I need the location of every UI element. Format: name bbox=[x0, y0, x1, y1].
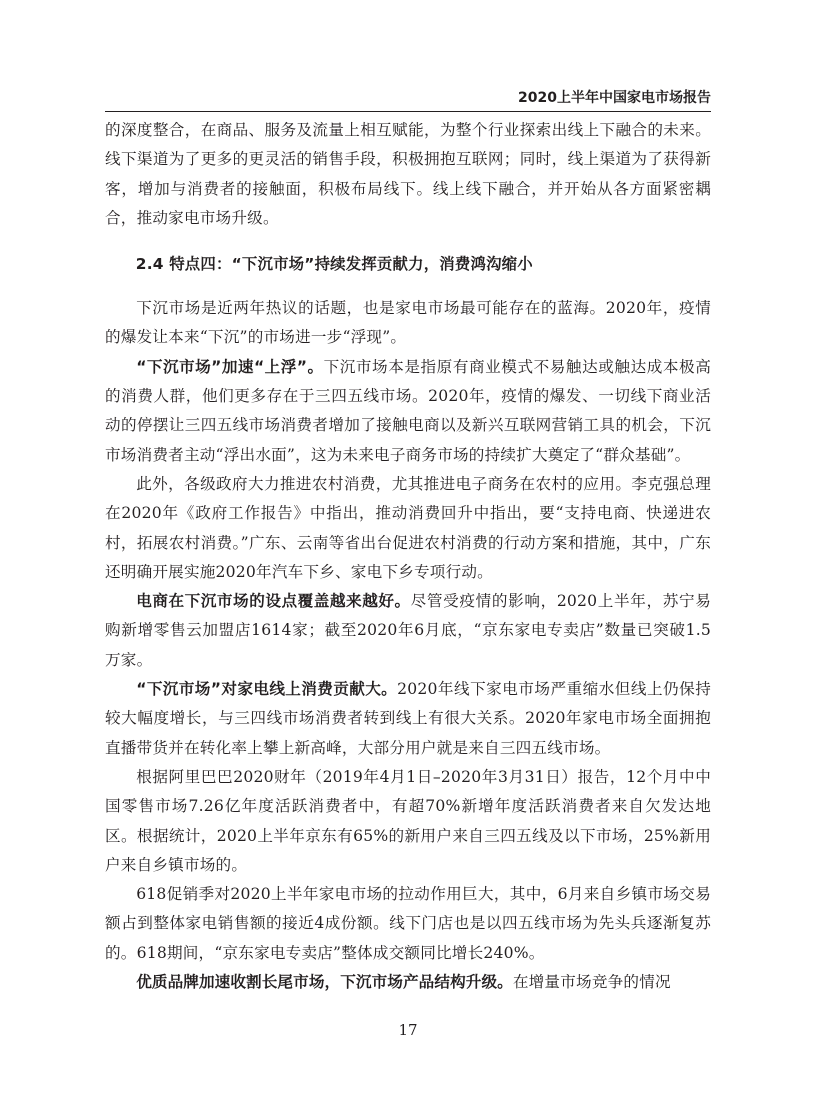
paragraph bbox=[105, 353, 711, 470]
paragraph bbox=[105, 587, 711, 675]
paragraph-text: 2020年线下家电市场严重缩水但线上仍保持较大幅度增长，与三四线市场消费者转到线上有很大关系。2020年家电市场全面拥抱直播带货并在转化率上攀上新高峰，大部分用户就是来自三四五线市场。 bbox=[105, 680, 711, 757]
paragraph-text: 此外，各级政府大力推进农村消费，尤其推进电子商务在农村的应用。李克强总理在2020年《政府工作报告》中指出，推动消费回升中指出，要“支持电商、快递进农村，拓展农村消费。”广东、云南等省出台促进农村消费的行动方案和措施，其中，广东还明确开展实施2020年汽车下乡、家电下乡专项行动。 bbox=[105, 474, 711, 581]
header-rule bbox=[105, 111, 711, 112]
paragraph-continuation bbox=[105, 116, 711, 233]
paragraph bbox=[105, 470, 711, 587]
paragraph bbox=[105, 763, 711, 880]
paragraph-lead: “下沉市场”对家电线上消费贡献大。 bbox=[136, 680, 398, 699]
paragraph-text: 618促销季对2020上半年家电市场的拉动作用巨大，其中，6月来自乡镇市场交易额占到整体家电销售额的接近4成份额。线下门店也是以四五线市场为先头兵逐渐复苏的。618期间，“京东家电专卖店”整体成交额同比增长240%。 bbox=[105, 885, 711, 962]
paragraph-text: 下沉市场本是指原有商业模式不易触达或触达成本极高的消费人群，他们更多存在于三四五线市场。2020年，疫情的爆发、一切线下商业活动的停摆让三四五线市场消费者增加了接触电商以及新兴互联网营销工具的机会，下沉市场消费者主动“浮出水面”，这为未来电子商务市场的持续扩大奠定了“群众基础”。 bbox=[105, 357, 711, 464]
paragraph-text: 尽管受疫情的影响，2020上半年，苏宁易购新增零售云加盟店1614家；截至2020年6月底，“京东家电专卖店”数量已突破1.5万家。 bbox=[105, 592, 711, 669]
paragraph bbox=[105, 880, 711, 968]
paragraph-text: 下沉市场是近两年热议的话题，也是家电市场最可能存在的蓝海。2020年，疫情的爆发让本来“下沉”的市场进一步“浮现”。 bbox=[105, 299, 711, 347]
running-header: 2020上半年中国家电市场报告 bbox=[518, 90, 711, 106]
body-text bbox=[105, 116, 711, 997]
page-number: 17 bbox=[398, 1021, 418, 1039]
paragraph-lead: “下沉市场”加速“上浮”。 bbox=[136, 357, 324, 376]
paragraph bbox=[105, 968, 711, 997]
section-heading: 2.4 特点四：“下沉市场”持续发挥贡献力，消费鸿沟缩小 bbox=[135, 255, 533, 274]
paragraph-text: 根据阿里巴巴2020财年（2019年4月1日–2020年3月31日）报告，12个月中中国零售市场7.26亿年度活跃消费者中，有超70%新增年度活跃消费者来自欠发达地区。根据统计，2020上半年京东有65%的新用户来自三四五线及以下市场，25%新用户来自乡镇市场的。 bbox=[105, 767, 711, 874]
paragraph bbox=[105, 294, 711, 353]
paragraph-text: 在增量市场竞争的情况 bbox=[512, 973, 671, 992]
paragraph bbox=[105, 675, 711, 763]
paragraph-lead: 电商在下沉市场的设点覆盖越来越好。 bbox=[136, 592, 411, 611]
paragraph-text: 的深度整合，在商品、服务及流量上相互赋能，为整个行业探索出线上下融合的未来。线下渠道为了更多的更灵活的销售手段，积极拥抱互联网；同时，线上渠道为了获得新客，增加与消费者的接触面，积极布局线下。线上线下融合，并开始从各方面紧密耦合，推动家电市场升级。 bbox=[105, 121, 711, 227]
paragraph-lead: 优质品牌加速收割长尾市场，下沉市场产品结构升级。 bbox=[136, 973, 513, 992]
